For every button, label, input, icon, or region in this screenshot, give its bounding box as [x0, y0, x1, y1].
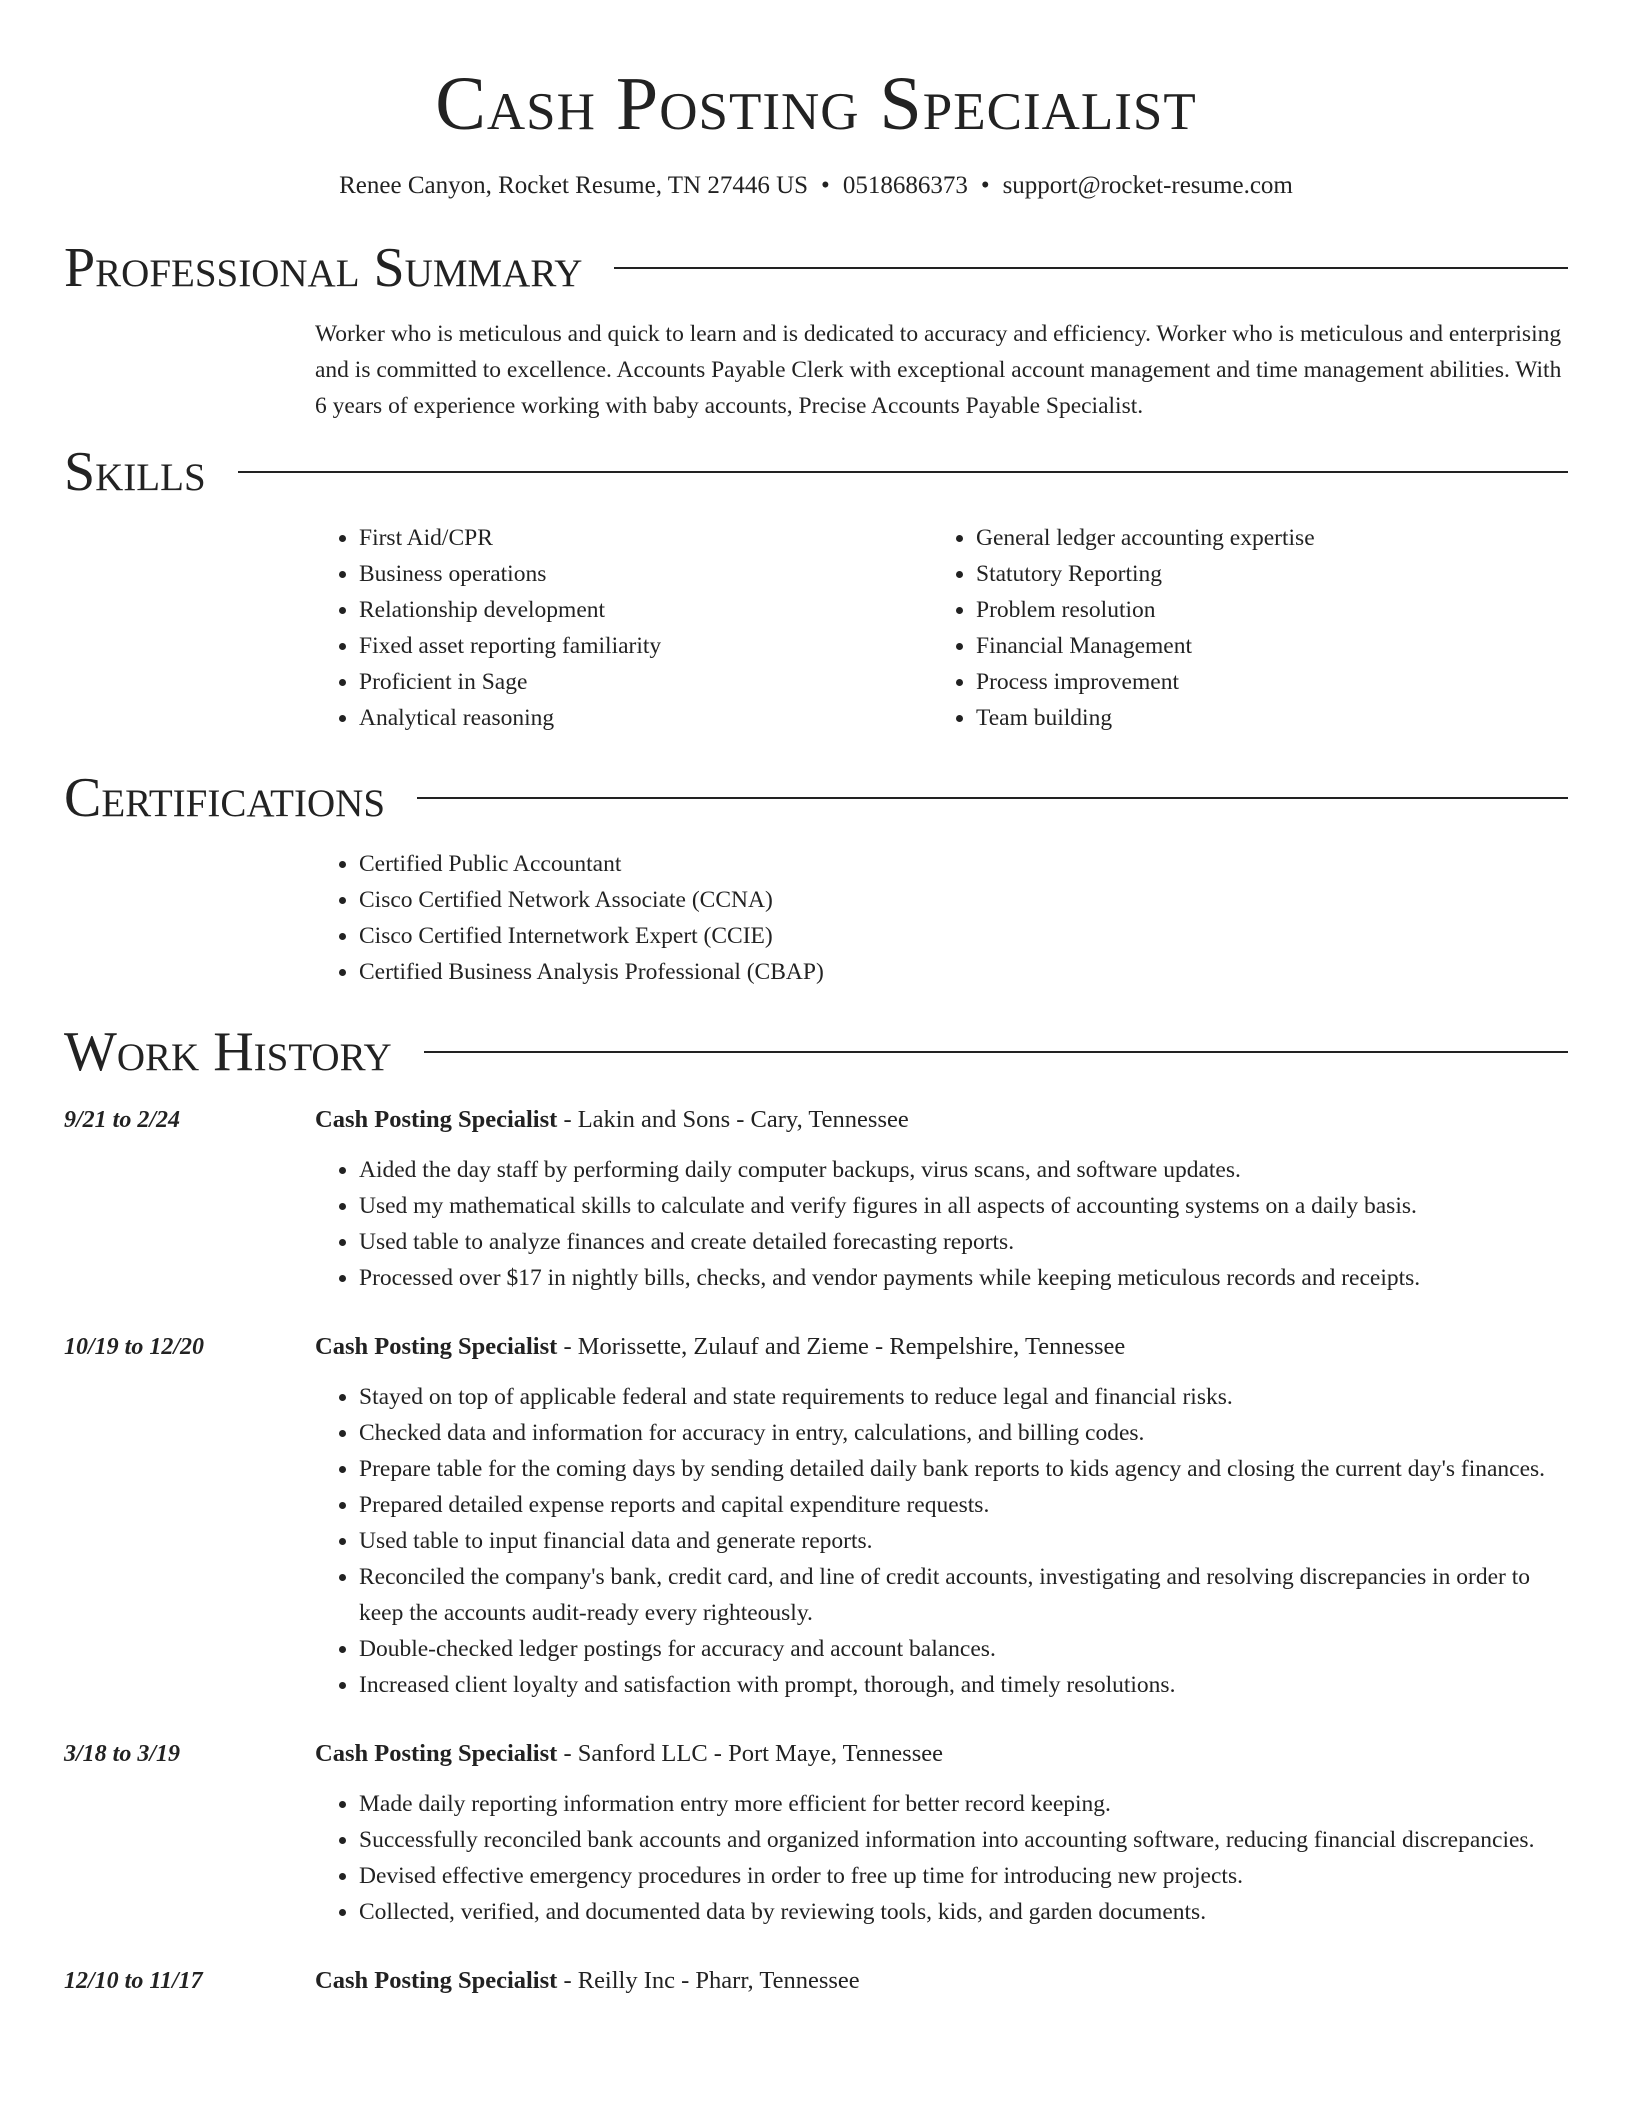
job-heading	[315, 1102, 1568, 1138]
job-bullet: • Processed over $17 in nightly bills, checks, and vendor payments while keeping meticulous records and receipts.	[359, 1260, 1568, 1296]
skill-item: • Statutory Reporting	[976, 556, 1549, 592]
job-title: Cash Posting Specialist	[315, 1740, 558, 1767]
job-bullet: • Reconciled the company's bank, credit card, and line of credit accounts, investigating and resolving discrepancies in order to keep the accounts audit-ready every righteously.	[359, 1559, 1568, 1631]
skill-item: • Business operations	[359, 556, 932, 592]
summary-text: Worker who is meticulous and quick to learn and is dedicated to accuracy and efficiency. Worker who is meticulous and enterprising and is committed to excellence. Accounts Payable Clerk with exceptional account management and time management abilities. With 6 years of experience working with baby accounts, Precise Accounts Payable Specialist.	[315, 321, 1562, 419]
job-bullets	[315, 1379, 1568, 1703]
skills-section-header	[64, 440, 1568, 504]
resume-name: Cash Posting Specialist	[435, 62, 1197, 146]
job-entry	[64, 1736, 1568, 1930]
job-entry	[64, 1963, 1568, 1999]
skill-item: • Financial Management	[976, 628, 1549, 664]
job-bullet: • Used my mathematical skills to calculate and verify figures in all aspects of accounting systems on a daily basis.	[359, 1188, 1568, 1224]
job-bullet: • Collected, verified, and documented data by reviewing tools, kids, and garden documents.	[359, 1894, 1568, 1930]
job-bullet: • Prepared detailed expense reports and capital expenditure requests.	[359, 1487, 1568, 1523]
skill-item: • Fixed asset reporting familiarity	[359, 628, 932, 664]
work-section-header	[64, 1020, 1568, 1084]
section-heading-skills: Skills	[64, 441, 206, 503]
certification-item: • Certified Business Analysis Professional (CBAP)	[359, 954, 1568, 990]
job-bullet: • Successfully reconciled bank accounts and organized information into accounting software, reducing financial discrepancies.	[359, 1822, 1568, 1858]
job-entry	[64, 1102, 1568, 1296]
job-bullet: • Aided the day staff by performing daily computer backups, virus scans, and software updates.	[359, 1152, 1568, 1188]
job-employer-location: - Morissette, Zulauf and Zieme - Rempelshire, Tennessee	[557, 1333, 1126, 1360]
job-bullet: • Increased client loyalty and satisfaction with prompt, thorough, and timely resolutions.	[359, 1667, 1568, 1703]
skill-item: • General ledger accounting expertise	[976, 520, 1549, 556]
skills-list-left	[315, 520, 932, 736]
job-bullet: • Made daily reporting information entry more efficient for better record keeping.	[359, 1786, 1568, 1822]
section-heading-work-history: Work History	[64, 1021, 392, 1083]
certifications-list	[315, 846, 1568, 990]
contact-phone: 0518686373	[842, 172, 968, 199]
job-bullet: • Double-checked ledger postings for accuracy and account balances.	[359, 1631, 1568, 1667]
skill-item: • First Aid/CPR	[359, 520, 932, 556]
skill-item: • Relationship development	[359, 592, 932, 628]
job-heading	[315, 1963, 1568, 1999]
contact-email: support@rocket-resume.com	[1002, 172, 1293, 199]
certification-item: • Cisco Certified Internetwork Expert (CCIE)	[359, 918, 1568, 954]
section-divider	[614, 267, 1568, 269]
skill-item: • Problem resolution	[976, 592, 1549, 628]
job-employer-location: - Lakin and Sons - Cary, Tennessee	[557, 1106, 909, 1133]
section-heading-certifications: Certifications	[64, 767, 386, 829]
job-bullet: • Used table to input financial data and generate reports.	[359, 1523, 1568, 1559]
certifications-section-header	[64, 766, 1568, 830]
job-bullet: • Prepare table for the coming days by sending detailed daily bank reports to kids agency and closing the current day's finances.	[359, 1451, 1568, 1487]
skill-item: • Analytical reasoning	[359, 700, 932, 736]
job-employer-location: - Sanford LLC - Port Maye, Tennessee	[557, 1740, 943, 1767]
summary-content	[315, 316, 1568, 424]
summary-section-header	[64, 236, 1568, 300]
skill-item: • Process improvement	[976, 664, 1549, 700]
job-bullet: • Used table to analyze finances and create detailed forecasting reports.	[359, 1224, 1568, 1260]
job-bullet: • Devised effective emergency procedures in order to free up time for introducing new projects.	[359, 1858, 1568, 1894]
section-divider	[417, 797, 1568, 799]
certifications-content	[315, 846, 1568, 990]
skill-item: • Proficient in Sage	[359, 664, 932, 700]
certification-item: • Cisco Certified Network Associate (CCNA)	[359, 882, 1568, 918]
resume-page	[64, 0, 1568, 1999]
job-heading	[315, 1329, 1568, 1365]
job-bullets	[315, 1152, 1568, 1296]
job-title: Cash Posting Specialist	[315, 1967, 558, 1994]
section-heading-summary: Professional Summary	[64, 237, 583, 299]
job-entry	[64, 1329, 1568, 1703]
job-title: Cash Posting Specialist	[315, 1333, 558, 1360]
certification-item: • Certified Public Accountant	[359, 846, 1568, 882]
job-employer-location: - Reilly Inc - Pharr, Tennessee	[557, 1967, 860, 1994]
job-bullet: • Stayed on top of applicable federal and state requirements to reduce legal and financial risks.	[359, 1379, 1568, 1415]
job-dates: 9/21 to 2/24	[64, 1107, 181, 1133]
skills-content	[315, 520, 1568, 736]
contact-address: Renee Canyon, Rocket Resume, TN 27446 US	[339, 172, 809, 199]
section-divider	[238, 471, 1568, 473]
contact-line	[64, 170, 1568, 202]
contact-separator: •	[821, 172, 830, 199]
job-dates: 10/19 to 12/20	[64, 1334, 205, 1360]
job-dates: 3/18 to 3/19	[64, 1741, 181, 1767]
job-bullets	[315, 1786, 1568, 1930]
section-divider	[424, 1051, 1568, 1053]
job-bullet: • Checked data and information for accuracy in entry, calculations, and billing codes.	[359, 1415, 1568, 1451]
job-heading	[315, 1736, 1568, 1772]
contact-separator: •	[980, 172, 990, 199]
skill-item: • Team building	[976, 700, 1549, 736]
skills-list-right	[932, 520, 1549, 736]
job-dates: 12/10 to 11/17	[64, 1968, 203, 1994]
job-title: Cash Posting Specialist	[315, 1106, 558, 1133]
